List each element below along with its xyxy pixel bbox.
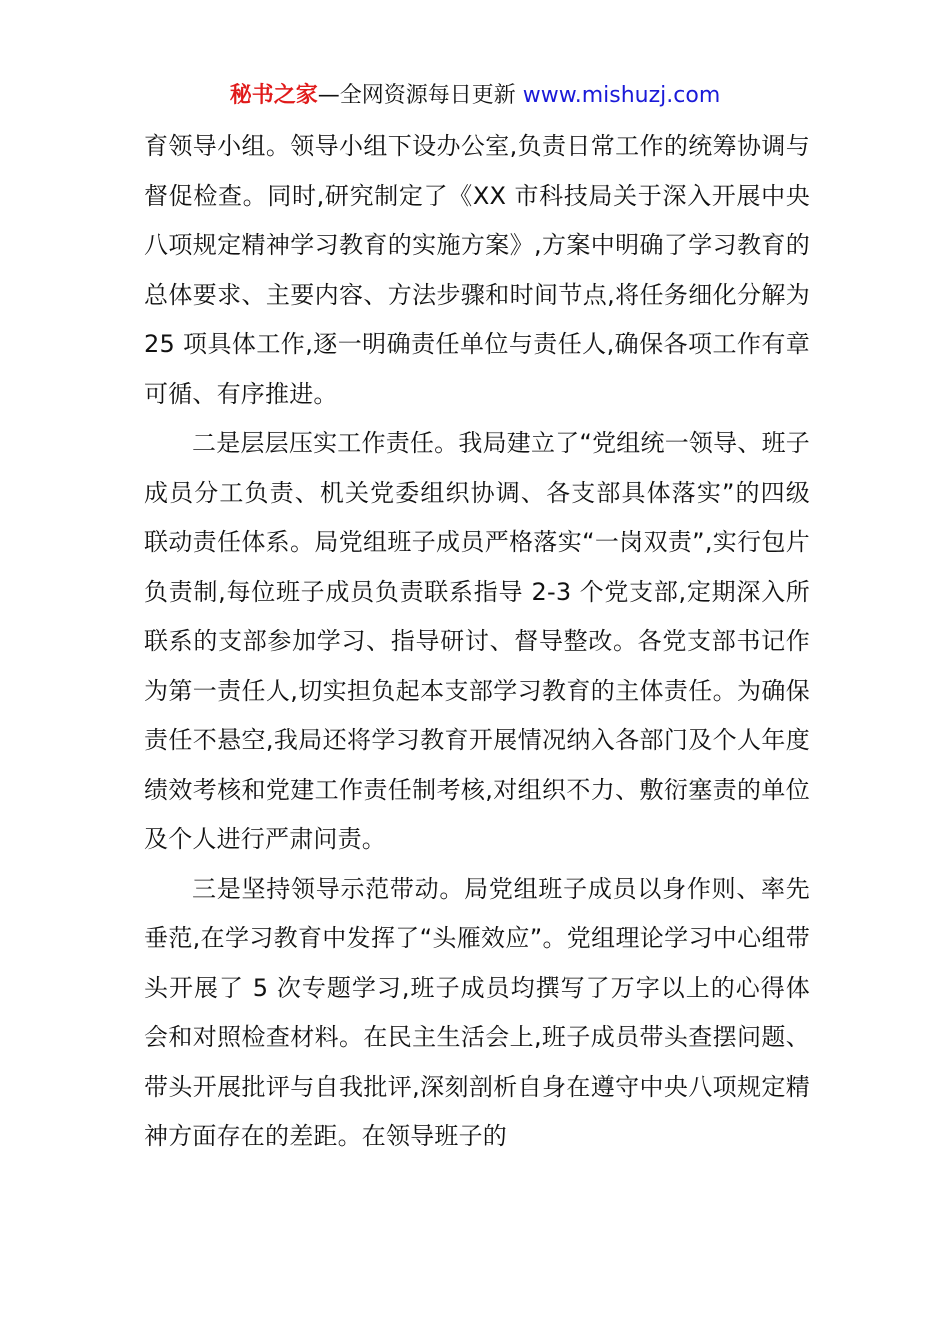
paragraph-leadership: 三是坚持领导示范带动。局党组班子成员以身作则、率先垂范,在学习教育中发挥了“头雁效应”。党组理论学习中心组带头开展了 5 次专题学习,班子成员均撰写了万字以上的心得体会和对照检查材料。在民主生活会上,班子成员带头查摆问题、带头开展批评与自我批评,深刻剖析自身在遵守中央八项规定精神方面存在的差距。在领导班子的 [144, 874, 810, 1150]
header-tagline: —全网资源每日更新 [317, 83, 523, 108]
site-url-link[interactable]: www.mishuzj.com [522, 83, 721, 108]
paragraph-continued: 育领导小组。领导小组下设办公室,负责日常工作的统筹协调与督促检查。同时,研究制定了《XX 市科技局关于深入开展中央八项规定精神学习教育的实施方案》,方案中明确了学习教育的总体要求、主要内容、方法步骤和时间节点,将任务细化分解为 25 项具体工作,逐一明确责任单位与责任人,确保各项工作有章可循、有序推进。 [144, 132, 810, 408]
paragraph-responsibility: 二是层层压实工作责任。我局建立了“党组统一领导、班子成员分工负责、机关党委组织协调、各支部具体落实”的四级联动责任体系。局党组班子成员严格落实“一岗双责”,实行包片负责制,每位班子成员负责联系指导 2-3 个党支部,定期深入所联系的支部参加学习、指导研讨、督导整改。各党支部书记作为第一责任人,切实担负起本支部学习教育的主体责任。为确保责任不悬空,我局还将学习教育开展情况纳入各部门及个人年度绩效考核和党建工作责任制考核,对组织不力、敷衍塞责的单位及个人进行严肃问责。 [144, 429, 810, 853]
document-body [144, 122, 810, 1162]
brand-name: 秘书之家 [229, 83, 318, 108]
page-header [0, 80, 950, 112]
